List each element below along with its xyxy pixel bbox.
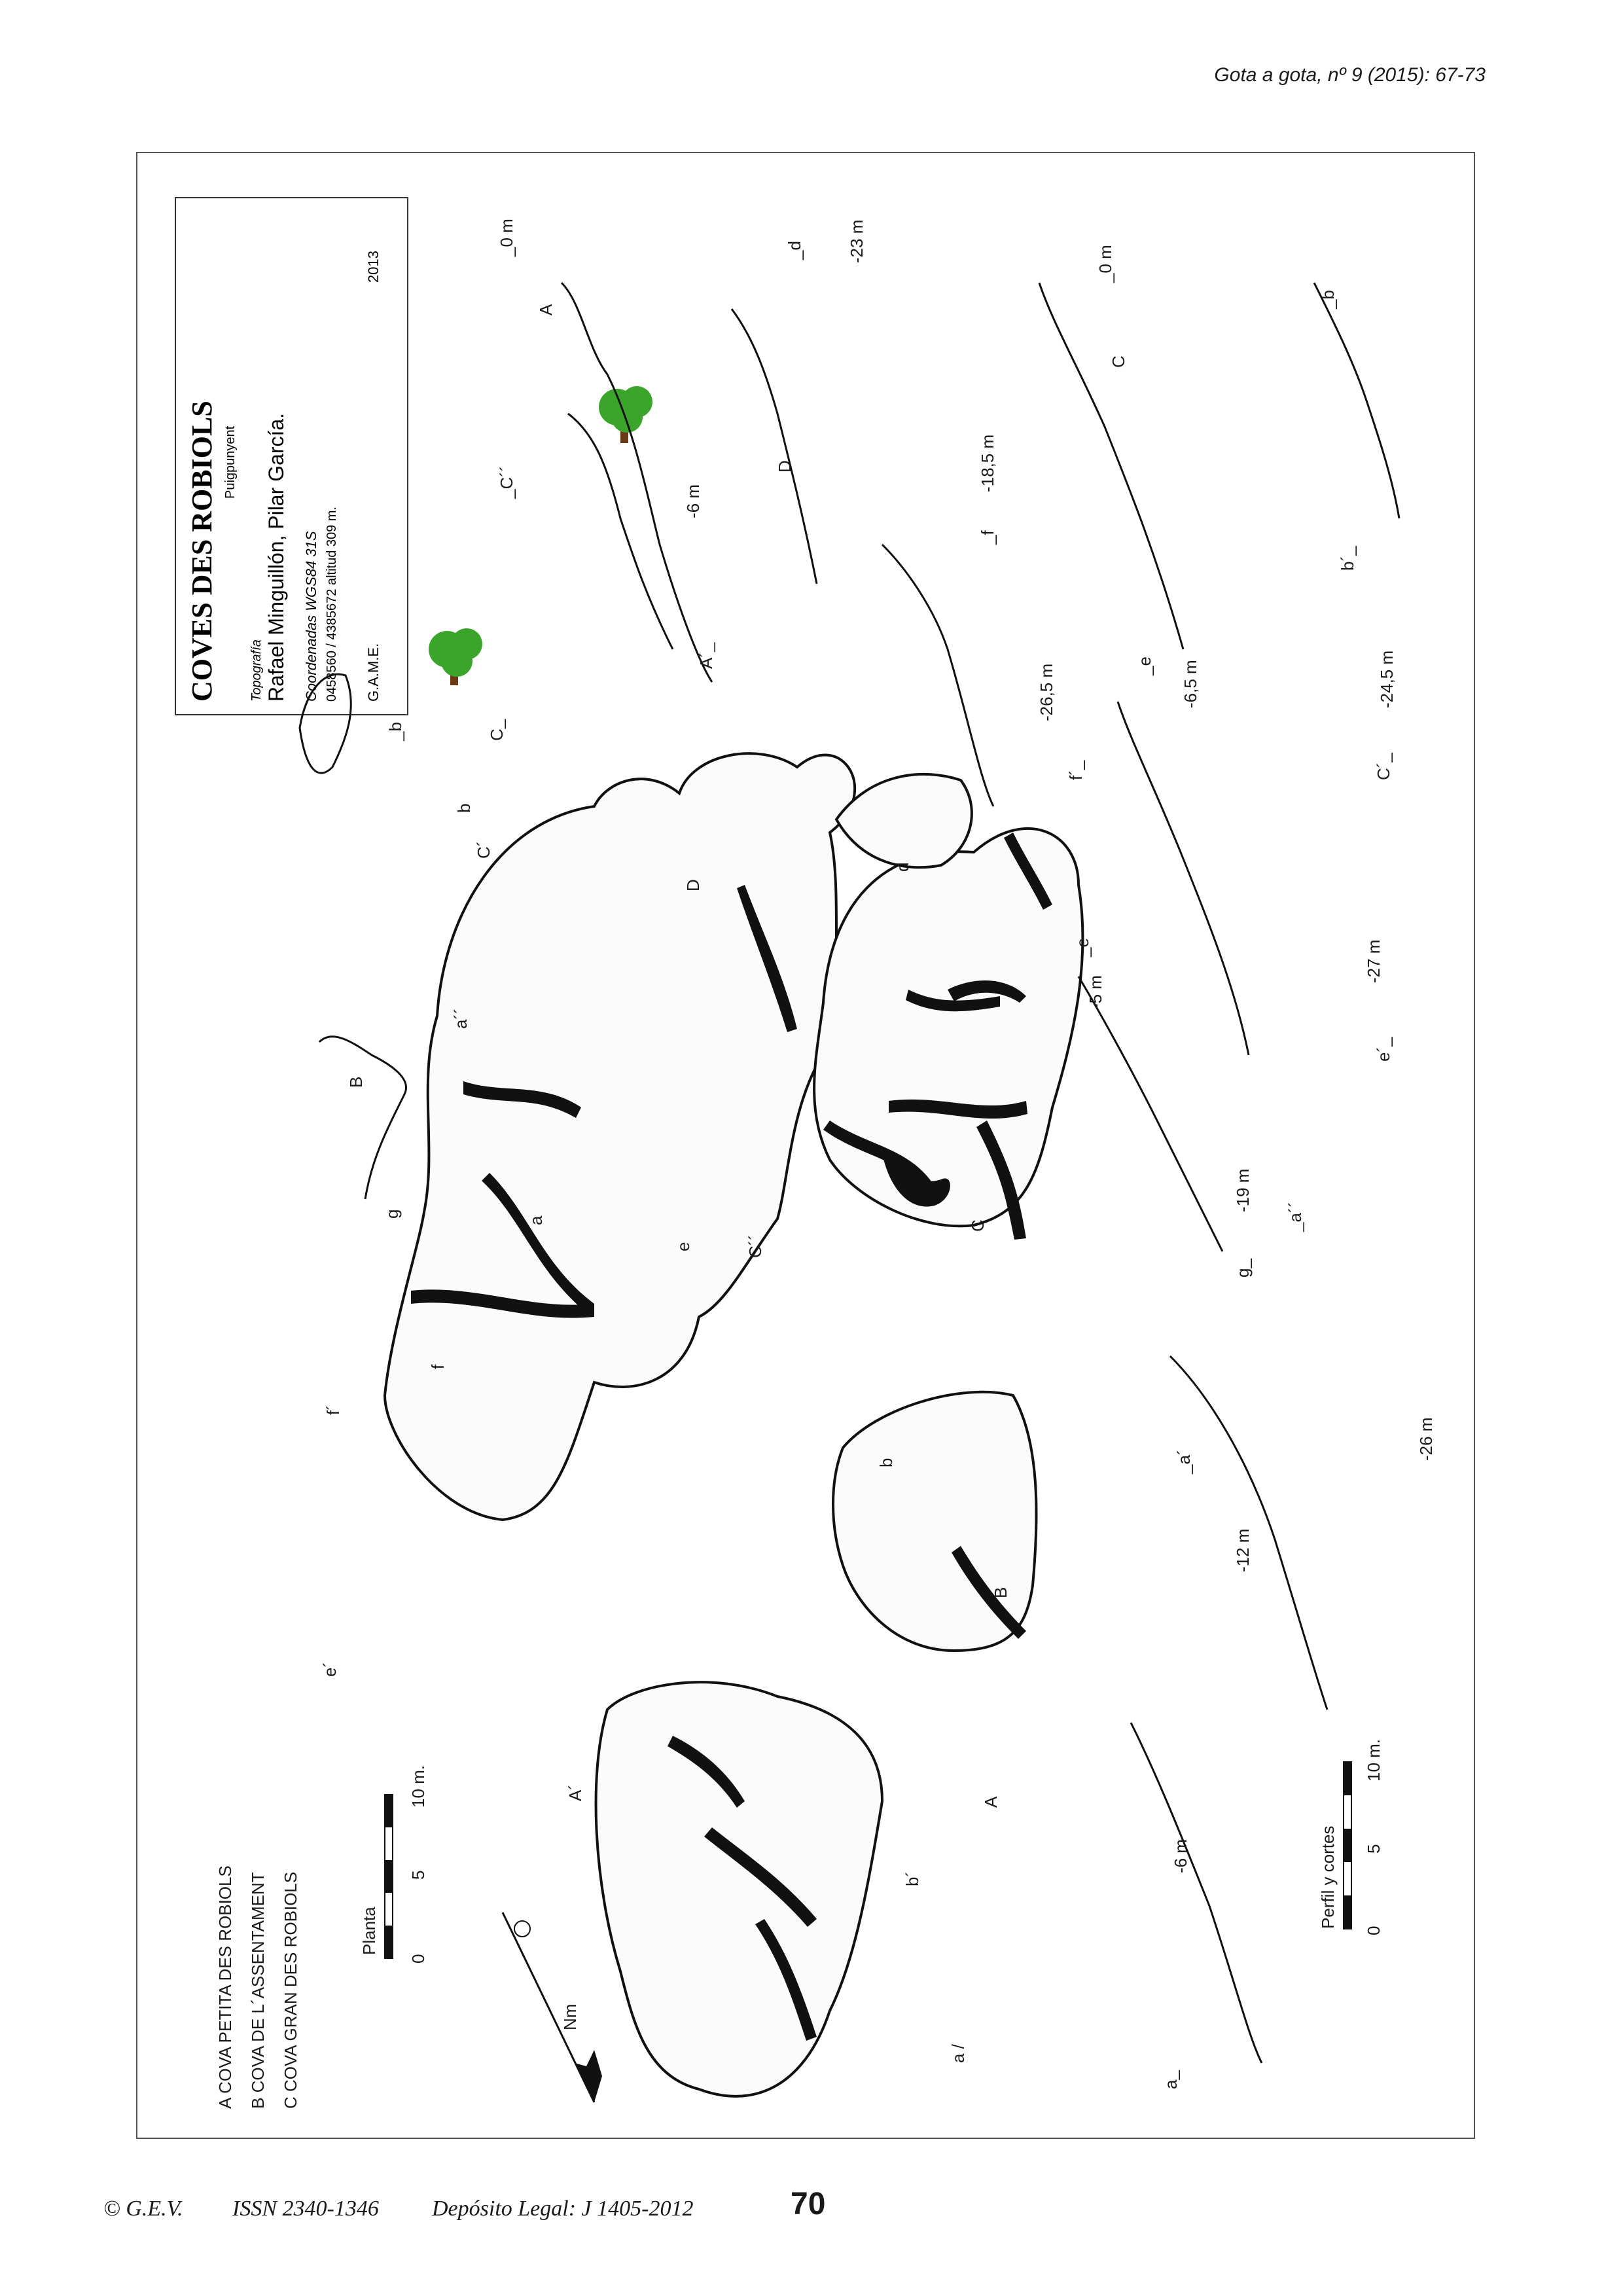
north-arrow bbox=[503, 1912, 602, 2102]
cave-plan bbox=[385, 753, 1082, 2096]
plan-label-b-prime: b´ bbox=[902, 1871, 922, 1886]
cave-topography bbox=[136, 152, 1475, 2139]
plan-label-f-prime: f´ bbox=[323, 1405, 343, 1415]
plan-label-a-dd: a´´ bbox=[451, 1008, 471, 1029]
profile-label-A-depth0: _0 m bbox=[497, 219, 516, 257]
profile-label-Cdd-bottom: C_ bbox=[487, 719, 507, 741]
footer-issn: ISSN 2340-1346 bbox=[232, 2197, 379, 2221]
profile-scale-tick-0: 0 bbox=[1364, 1926, 1383, 1935]
plan-cova-petita bbox=[596, 1682, 882, 2096]
tree-icon-2 bbox=[429, 628, 482, 685]
title-block bbox=[175, 198, 408, 715]
north-label: Nm bbox=[560, 2003, 580, 2030]
profile-label-f-top: _f bbox=[978, 530, 997, 545]
plan-scale-tick-10: 10 m. bbox=[408, 1765, 428, 1808]
plan-label-C-dd: C´´ bbox=[745, 1234, 765, 1258]
profile-label-C: C bbox=[1109, 355, 1128, 368]
profile-label-D: D bbox=[775, 460, 794, 473]
profile-label-f-depth2: -26,5 m bbox=[1037, 663, 1056, 721]
year: 2013 bbox=[365, 251, 382, 283]
profile-label-b-bottom: b´_ bbox=[1338, 546, 1357, 571]
plan-label-C: C bbox=[968, 1219, 988, 1232]
section-b-top bbox=[300, 674, 406, 1199]
profile-label-C-bottom: C´_ bbox=[1374, 753, 1393, 780]
profile-label-C-depth2: -24,5 m bbox=[1377, 650, 1397, 708]
profile-label-e-bottom: e´_ bbox=[1374, 1037, 1393, 1062]
tree-icon bbox=[599, 386, 652, 443]
legend-item-c: C COVA GRAN DES ROBIOLS bbox=[281, 1871, 300, 2109]
profile-label-e-depth: -27 m bbox=[1364, 939, 1383, 983]
coords-label: Coordenadas WGS84 31S bbox=[303, 531, 319, 702]
profile-label-e-top: _e bbox=[1135, 656, 1154, 675]
plan-label-B-top: B bbox=[346, 1076, 366, 1088]
profile-scale-tick-10: 10 m. bbox=[1364, 1738, 1383, 1782]
map-title: COVES DES ROBIOLS bbox=[186, 401, 218, 702]
profile-label-d-depth: -23 m bbox=[847, 219, 866, 263]
plan-label-f: f bbox=[428, 1364, 448, 1369]
profile-label-C-depth1: -6,5 m bbox=[1181, 660, 1200, 708]
profile-label-g-bottom: g_ bbox=[1233, 1259, 1253, 1278]
group: G.A.M.E. bbox=[365, 643, 382, 702]
plan-label-D: D bbox=[683, 879, 703, 891]
footer-copyright: © G.E.V. bbox=[103, 2197, 183, 2221]
footer-legal: Depósito Legal: J 1405-2012 bbox=[432, 2197, 694, 2221]
profile-label-a-depth: -6 m bbox=[1171, 1839, 1190, 1873]
plan-label-A: A bbox=[981, 1796, 1001, 1808]
plan-cova-gran bbox=[385, 753, 855, 1520]
plan-label-A-prime: A´ bbox=[565, 1784, 585, 1801]
profile-label-f-depth1: -18,5 m bbox=[978, 434, 997, 492]
plan-label-B: B bbox=[991, 1587, 1010, 1598]
profile-label-A-prime: A´_ bbox=[696, 642, 716, 669]
profile-scale-bar bbox=[1318, 1739, 1383, 1935]
legend-item-a: A COVA PETITA DES ROBIOLS bbox=[215, 1865, 235, 2109]
profile-label-d-top: _d bbox=[785, 241, 804, 260]
profile-label-C-depth0: _0 m bbox=[1096, 245, 1115, 283]
journal-citation: Gota a gota, nº 9 (2015): 67-73 bbox=[1214, 64, 1486, 86]
plan-label-e: e bbox=[673, 1242, 693, 1251]
plan-label-a: a bbox=[526, 1215, 546, 1225]
legend-item-b: B COVA DE L´ASSENTAMENT bbox=[248, 1872, 268, 2109]
profile-label-e-section-depth2: -19 m bbox=[1233, 1168, 1253, 1212]
profile-label-b-top-top: _b bbox=[385, 722, 405, 741]
plan-label-g: g bbox=[382, 1209, 402, 1219]
plan-label-e-prime: e´ bbox=[320, 1661, 340, 1677]
profile-scale-tick-5: 5 bbox=[1364, 1844, 1383, 1854]
profile-label-e-section: _e bbox=[1073, 938, 1092, 957]
plan-label-C-prime: C´ bbox=[474, 840, 493, 859]
plan-label-d: d bbox=[893, 862, 912, 872]
authors: Rafael Minguillón, Pilar García. bbox=[264, 412, 288, 702]
profile-label-a-bottom: a_ bbox=[1161, 2070, 1181, 2089]
coords: 0458560 / 4385672 altitud 309 m. bbox=[325, 506, 339, 702]
profile-scale-title: Perfil y cortes bbox=[1318, 1825, 1338, 1929]
plan-scale-tick-0: 0 bbox=[408, 1954, 428, 1964]
profile-label-a-prime-depth: -12 m bbox=[1233, 1528, 1253, 1572]
page-number: 70 bbox=[791, 2187, 826, 2221]
plan-scale-bar bbox=[359, 1765, 428, 1964]
plan-scale-title: Planta bbox=[359, 1907, 379, 1955]
plan-scale-tick-5: 5 bbox=[408, 1870, 428, 1880]
profile-label-A: A bbox=[536, 304, 556, 315]
plan-label-b-top: b bbox=[454, 803, 474, 813]
plan-label-a-slash: a / bbox=[948, 2044, 968, 2063]
profile-label-a-dd-top: _a´´ bbox=[1285, 1201, 1305, 1232]
profile-label-b-top2: _b bbox=[1318, 290, 1338, 309]
plan-side-lobe bbox=[836, 774, 972, 867]
profile-label-f-bottom: f´_ bbox=[1066, 760, 1086, 780]
topo-label: Topografía bbox=[249, 639, 264, 702]
legend bbox=[215, 1865, 300, 2109]
map-municipality: Puigpunyent bbox=[223, 425, 238, 499]
profile-label-Cdd-top: _C´´ bbox=[497, 465, 516, 499]
profile-label-e-section-depth1: -5 m bbox=[1086, 975, 1105, 1009]
plan-label-b: b bbox=[876, 1458, 896, 1467]
profile-label-A-depth: -6 m bbox=[683, 484, 703, 518]
profile-label-a-prime-top: _a´ bbox=[1174, 1449, 1194, 1474]
profile-label-a-dd-depth: -26 m bbox=[1416, 1417, 1436, 1461]
